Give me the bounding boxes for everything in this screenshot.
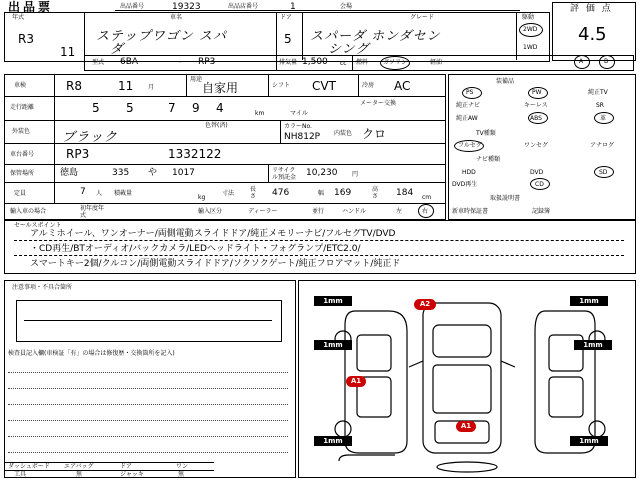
- damage-mark-a1-rear: A1: [456, 421, 476, 432]
- score-b: B: [604, 58, 609, 65]
- recycle-value: 10,230: [306, 168, 338, 178]
- recycle-label: リサイクル預託金: [272, 167, 297, 181]
- damage-mark-a2: A2: [414, 299, 436, 310]
- length-label: 長さ: [250, 186, 257, 200]
- navi-hdd: HDD: [462, 169, 476, 176]
- caution-area: [16, 300, 282, 342]
- interior-label: 内装色: [334, 130, 353, 137]
- tv-fullseg: フルセグ: [458, 142, 482, 149]
- seq-number: 1: [290, 2, 296, 12]
- navi-sd: SD: [599, 169, 608, 176]
- fuel-label: 燃料: [356, 59, 369, 66]
- tv-analog: アナログ: [590, 142, 615, 149]
- location-label: 保管場所: [10, 170, 35, 177]
- cd-label: CD: [535, 181, 544, 188]
- equip-sr: SR: [596, 102, 604, 109]
- color-value: ブラック: [62, 130, 118, 145]
- size-label: 寸法: [222, 190, 235, 197]
- bottom-val-1: 工具: [14, 471, 27, 478]
- chassis-prefix: RP3: [66, 147, 90, 161]
- drive-1wd: 1WD: [523, 44, 538, 51]
- tv-label: TV種類: [476, 130, 496, 137]
- width-value: 169: [334, 188, 352, 198]
- equip-keyless: キーレス: [524, 102, 548, 109]
- mileage-digit-3: 7: [168, 101, 176, 115]
- sales-line-2: ・CD再生/BTオーディオ/バックカメラ/LEDヘッドライト・フォグランプ/ETC2.0/: [30, 244, 361, 254]
- model-code: RP3: [198, 57, 216, 67]
- mileage-unit: km: [255, 110, 265, 117]
- mileage-digit-1: 5: [92, 101, 100, 115]
- mileage-digit-5: 4: [216, 101, 224, 115]
- bottom-col-3: ドア: [120, 463, 132, 470]
- import-type: 輸入区分: [198, 208, 223, 215]
- dealer: ディーラー: [248, 208, 278, 215]
- venue-label: 会場: [340, 3, 353, 10]
- parallel: 並行: [312, 208, 325, 215]
- handle-left: 左: [396, 208, 403, 215]
- fuel-gasoline: ガソリン: [383, 59, 408, 66]
- color-change: 色替(済): [205, 122, 228, 129]
- year-value: R3: [18, 32, 34, 46]
- equip-leather: 革: [600, 115, 607, 122]
- plate-number: 1017: [172, 168, 195, 178]
- plate-class: 335: [112, 168, 130, 178]
- entry-number-label: 出品番号: [120, 3, 145, 10]
- equipment-title: 装備品: [496, 78, 515, 85]
- caution-title: 注意事項・不具合箇所: [12, 284, 73, 291]
- usage-value: 自家用: [202, 81, 239, 95]
- damage-mark-a1-left: A1: [346, 376, 366, 387]
- capacity-unit: 人: [96, 190, 103, 197]
- grade-line2: シング: [328, 42, 370, 57]
- model-dash: -: [178, 57, 182, 67]
- scale-label-2: 1mm: [570, 296, 608, 306]
- entry-number: 19323: [172, 2, 201, 12]
- import-year: 初年度年式: [80, 205, 105, 219]
- color-no-label: カラーNo.: [284, 123, 312, 130]
- width-label: 幅: [318, 190, 325, 197]
- displacement-label: 排気量: [279, 59, 298, 66]
- doors-value: 5: [284, 32, 292, 46]
- location-value: 徳島: [60, 168, 79, 178]
- equip-abs: ABS: [530, 115, 542, 122]
- tv-oneseg: ワンセグ: [524, 142, 549, 149]
- length-value: 476: [272, 188, 290, 198]
- sheet-title: 出品票: [8, 0, 54, 14]
- score-a: A: [579, 58, 584, 65]
- plate-kana: や: [148, 168, 158, 178]
- car-name-label: 車名: [170, 14, 183, 21]
- chassis-label: 車台番号: [10, 151, 35, 158]
- chassis-number: 1332122: [168, 147, 222, 161]
- equip-pw: PW: [532, 89, 542, 96]
- inspector-title: 検査員記入欄(車検証「有」の場合は修復歴・交換箇所を記入): [8, 350, 175, 357]
- cert-warranty: 新車時保証書: [452, 208, 489, 215]
- year-sub: 11: [60, 45, 76, 59]
- scale-label-6: 1mm: [570, 436, 608, 446]
- inspection-era: R8: [66, 79, 82, 93]
- scale-label-5: 1mm: [314, 436, 352, 446]
- sales-points-title: セールスポイント: [14, 222, 62, 229]
- interior-value: クロ: [362, 127, 387, 141]
- dvd-label: DVD再生: [452, 181, 478, 188]
- aircon-label: 冷房: [362, 82, 375, 89]
- size-unit: cm: [422, 194, 432, 201]
- inspection-month: 11: [118, 79, 134, 93]
- color-no: NH812P: [284, 132, 321, 142]
- doors-label: ドア: [280, 14, 292, 21]
- drive-2wd: 2WD: [523, 26, 538, 33]
- load-unit: kg: [198, 194, 206, 201]
- height-label: 高さ: [372, 186, 379, 200]
- import-label: 輸入車の場合: [10, 208, 47, 215]
- bottom-val-2: 無: [76, 471, 83, 478]
- inspection-label: 車検: [14, 82, 27, 89]
- scale-label-4: 1mm: [574, 340, 612, 350]
- recycle-unit: 円: [352, 171, 359, 178]
- height-value: 184: [396, 188, 414, 198]
- scale-label-3: 1mm: [314, 340, 352, 350]
- model-value: 6BA: [120, 57, 139, 67]
- cert-record: 記録簿: [532, 208, 551, 215]
- model-label: 型式: [92, 59, 105, 66]
- displacement-value: 1,500: [302, 57, 328, 67]
- capacity-value: 7: [80, 187, 86, 197]
- bottom-col-4: ワン: [176, 463, 189, 470]
- equip-ps: PS: [466, 89, 474, 96]
- capacity-label: 定員: [14, 190, 27, 197]
- color-label: 外装色: [12, 128, 31, 135]
- shift-label: シフト: [272, 82, 291, 89]
- sales-line-3: スマートキー2個/クルコン/両側電動スライドドア/ソクソクゲート/純正フロアマット/純正ド: [30, 259, 401, 269]
- car-name-line2: ダ: [110, 42, 125, 57]
- sales-line-1: アルミホイール、ワンオーナー/両側電動スライドドア/純正メモリーナビ/フルセグTV/DVD: [30, 229, 396, 239]
- fuel-diesel: 軽油: [430, 59, 443, 66]
- mileage-digit-2: 5: [126, 101, 134, 115]
- car-name-line1: ステップワゴン スパ: [96, 29, 227, 44]
- handle-right: 右: [422, 208, 429, 215]
- cert-label: 取扱説明書: [490, 195, 521, 202]
- shift-value: CVT: [312, 79, 336, 93]
- meter-change: メーター交換: [360, 100, 397, 107]
- bottom-val-3: ジャッキ: [120, 471, 144, 478]
- seq-number-label: 出品店番号: [228, 3, 259, 10]
- grade-line1: スパーダ ホンダセン: [310, 29, 441, 44]
- displacement-unit: cc: [340, 60, 347, 67]
- mileage-digit-4: 9: [192, 101, 200, 115]
- score-label: 評 価 点: [570, 4, 613, 14]
- score-value: 4.5: [578, 24, 607, 45]
- navi-label: ナビ種類: [476, 156, 501, 163]
- drive-label: 駆動: [522, 14, 535, 21]
- grade-label: グレード: [410, 14, 435, 21]
- equip-navi: 純正ナビ: [456, 102, 481, 109]
- inspection-unit: 月: [148, 84, 155, 91]
- load-label: 積載量: [114, 190, 133, 197]
- year-label: 年式: [12, 14, 25, 21]
- bottom-col-1: ダッシュボード: [8, 463, 50, 470]
- equip-tv: 純正TV: [588, 89, 608, 96]
- handle-label: ハンドル: [342, 208, 367, 215]
- usage-label: 用途: [190, 76, 203, 83]
- mileage-label: 走行距離: [10, 104, 35, 111]
- bottom-col-2: エアバッグ: [64, 463, 94, 470]
- navi-dvd: DVD: [530, 169, 544, 176]
- scale-label-1: 1mm: [314, 296, 352, 306]
- aircon-value: AC: [394, 79, 411, 93]
- mileage-mile: マイル: [290, 110, 308, 117]
- equip-aw: 純正AW: [456, 115, 478, 122]
- bottom-val-4: 無: [178, 471, 185, 478]
